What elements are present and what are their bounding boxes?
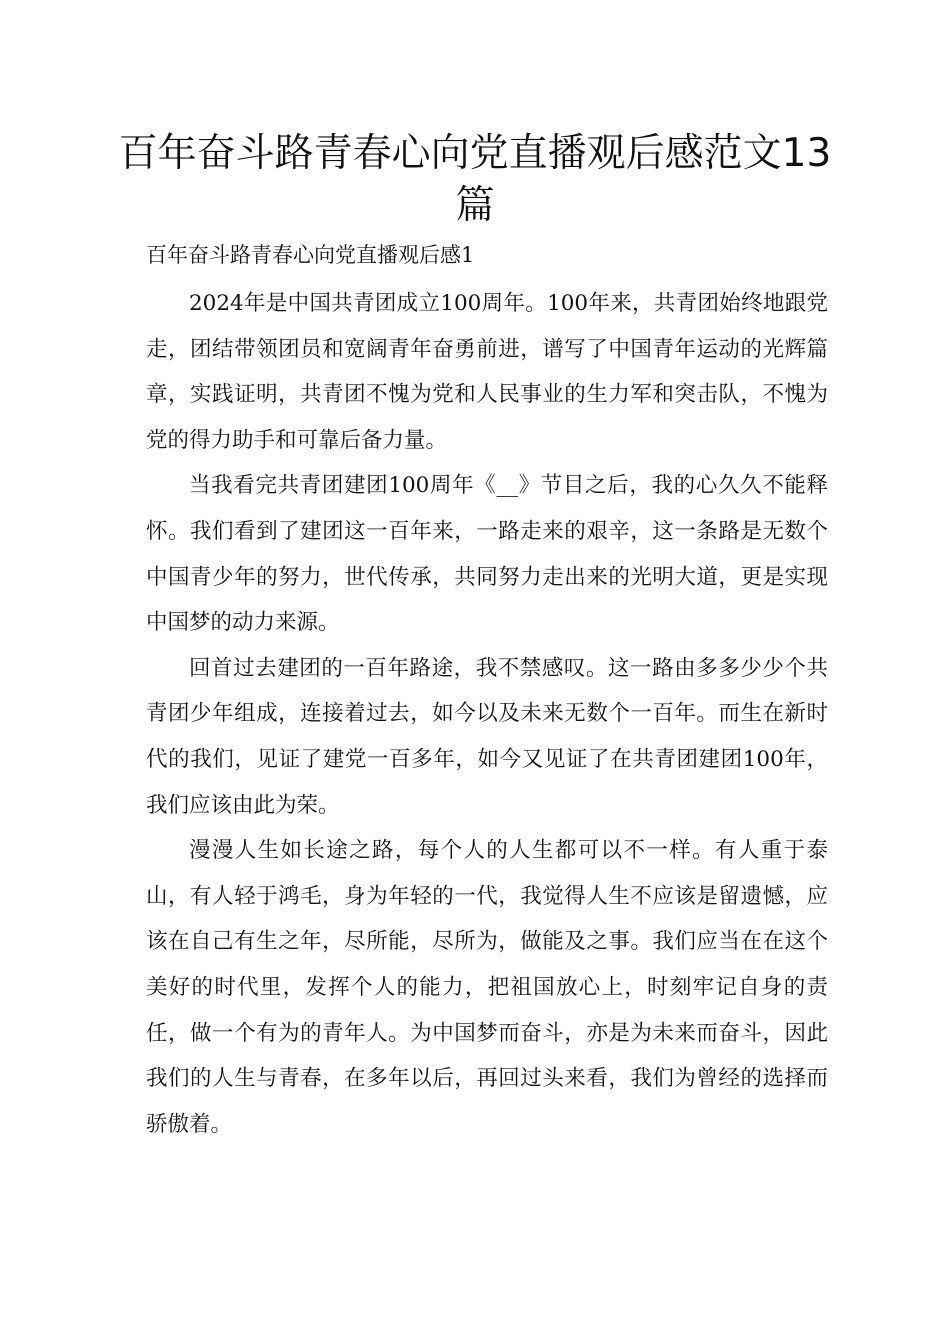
document-body (146, 281, 828, 1147)
paragraph: 回首过去建团的一百年路途，我不禁感叹。这一路由多多少少个共青团少年组成，连接着过去，如今以及未来无数个一百年。而生在新时代的我们，见证了建党一百多年，如今又见证了在共青团建团100年，我们应该由此为荣。 (146, 655, 828, 818)
paragraph: 漫漫人生如长途之路，每个人的人生都可以不一样。有人重于泰山，有人轻于鸿毛，身为年轻的一代，我觉得人生不应该是留遗憾，应该在自己有生之年，尽所能，尽所为，做能及之事。我们应当在在这个美好的时代里，发挥个人的能力，把祖国放心上，时刻牢记自身的责任，做一个有为的青年人。为中国梦而奋斗，亦是为未来而奋斗，因此我们的人生与青春，在多年以后，再回过头来看，我们为曾经的选择而骄傲着。 (146, 838, 828, 1137)
paragraph: 当我看完共青团建团100周年《__》节目之后，我的心久久不能释怀。我们看到了建团这一百年来，一路走来的艰辛，这一条路是无数个中国青少年的努力，世代传承，共同努力走出来的光明大道，更是实现中国梦的动力来源。 (146, 473, 828, 636)
document-title: 百年奋斗路青春心向党直播观后感范文13篇 (118, 131, 832, 228)
paragraph: 2024年是中国共青团成立100周年。100年来，共青团始终地跟党走，团结带领团员和宽阔青年奋勇前进，谱写了中国青年运动的光辉篇章，实践证明，共青团不愧为党和人民事业的生力军和突击队，不愧为党的得力助手和可靠后备力量。 (146, 291, 828, 453)
section-heading: 百年奋斗路青春心向党直播观后感1 (146, 243, 475, 267)
